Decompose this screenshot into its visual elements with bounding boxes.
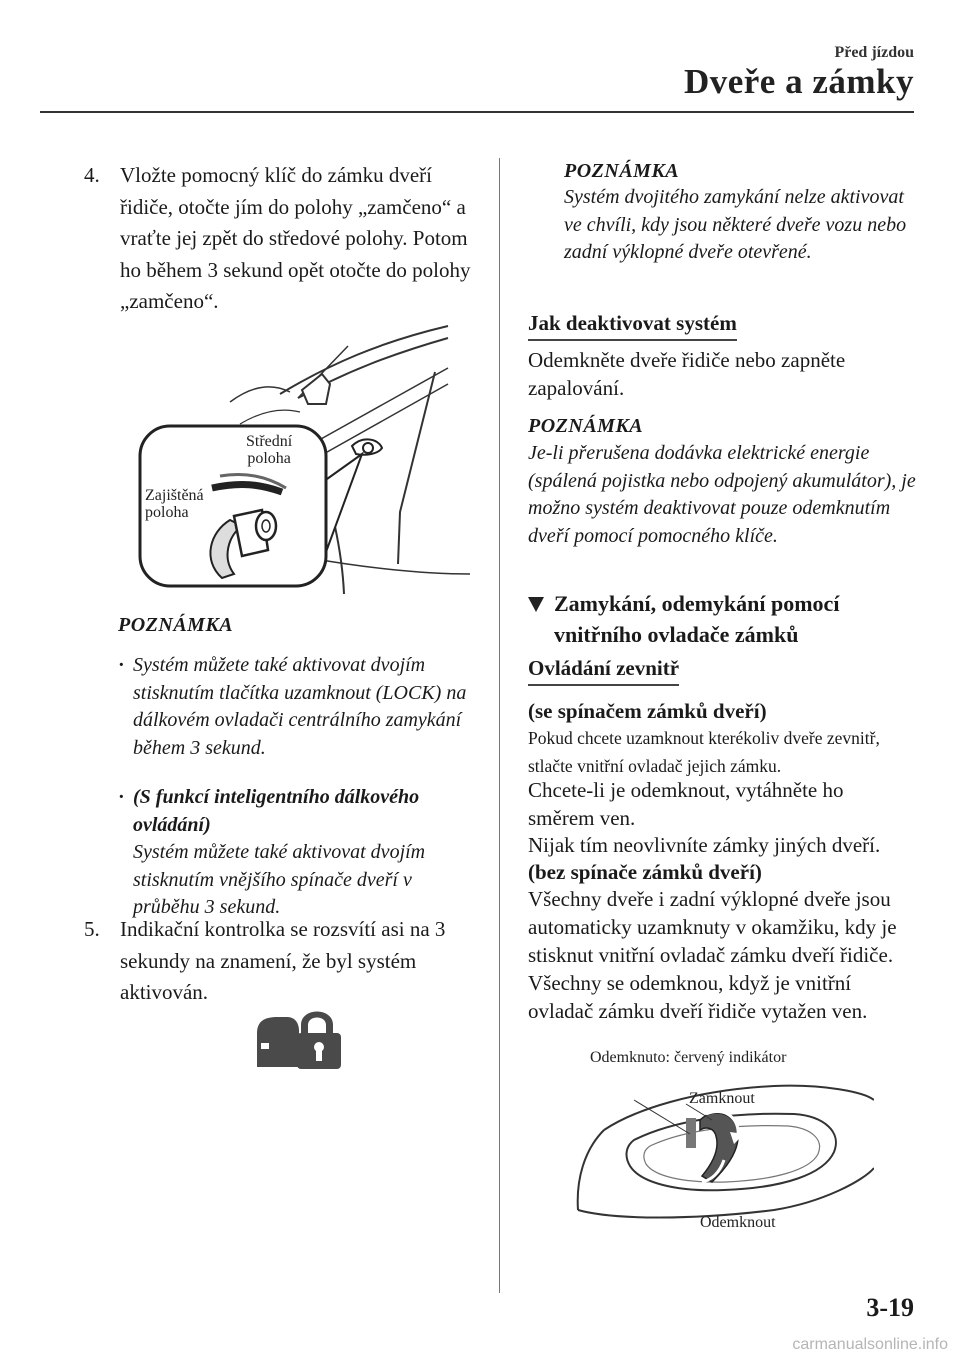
no-effect-text: Nijak tím neovlivníte zámky jiných dveří. <box>528 833 881 857</box>
page-title: Dveře a zámky <box>683 62 914 101</box>
note-bullet-2 <box>118 784 478 922</box>
bullet-dot: · <box>118 654 125 676</box>
step-5 <box>84 914 484 1009</box>
door-key-illustration <box>130 312 470 594</box>
section-heading <box>554 588 914 650</box>
with-switch-text: Pokud chcete uzamknout kterékoliv dveře zevnitř, stlačte vnitřní ovladač jejich zámku. <box>528 728 880 776</box>
bullet-dot: · <box>118 786 125 808</box>
step-number: 5. <box>84 917 100 941</box>
note-text: Systém dvojitého zamykání nelze aktivovat ve chvíli, kdy jsou některé dveře vozu nebo zadní výklopné dveře otevřené. <box>564 186 907 263</box>
section-title: Zamykání, odemykání pomocí vnitřního ovladače zámků <box>554 591 840 647</box>
label-line: poloha <box>247 450 291 467</box>
note-title: POZNÁMKA <box>528 415 644 437</box>
step-4 <box>84 160 484 318</box>
hood <box>240 410 300 424</box>
label-indicator: Odemknuto: červený indikátor <box>590 1049 787 1066</box>
watermark: carmanualsonline.info <box>792 1336 948 1353</box>
without-switch-label: (bez spínače zámků dveří) <box>528 860 762 884</box>
label-center-position <box>246 433 292 467</box>
bullet-bold-text: (S funkcí inteligentního dálkového ovládání) <box>133 786 420 836</box>
subheading-deactivate: Jak deaktivovat systém <box>528 311 737 341</box>
section-label: Před jízdou <box>834 44 914 61</box>
note-bullet-1 <box>118 652 478 762</box>
label-line: Zajištěná <box>145 487 204 504</box>
header-rule <box>40 111 914 113</box>
subheading-inside: Ovládání zevnitř <box>528 656 679 686</box>
door-lower <box>310 558 470 574</box>
label-line: Střední <box>246 433 293 450</box>
label-line: poloha <box>145 504 189 521</box>
note-text: Je-li přerušena dodávka elektrické energie (spálená pojistka nebo odpojený akumulátor), je možno systém deaktivovat pouze odemknutím dveří pomocí pomocného klíče. <box>528 442 916 547</box>
note-title: POZNÁMKA <box>564 160 680 182</box>
step-number: 4. <box>84 163 100 187</box>
without-switch-text: Všechny dveře i zadní výklopné dveře jsou automaticky uzamknuty v okamžiku, kdy je stisknut vnitřní ovladač zámku dveří řidiče. Všechny se odemknou, když je vnitřní ovladač zámku dveří řidiče vytažen ven. <box>528 887 897 1023</box>
bullet-text: Systém můžete také aktivovat dvojím stisknutím tlačítka uzamknout (LOCK) na dálkovém ovladači centrálního zamykání během 3 sekund. <box>133 654 467 759</box>
door-lock-key <box>352 439 382 454</box>
with-switch-label: (se spínačem zámků dveří) <box>528 699 767 723</box>
step-text: Vložte pomocný klíč do zámku dveří řidiče, otočte jím do polohy „zamčeno“ a vraťte jej zpět do středové polohy. Potom ho během 3 sekund opět otočte do polohy „zamčeno“. <box>120 163 471 313</box>
label-lock: Zamknout <box>689 1090 755 1107</box>
column-divider <box>499 158 500 1293</box>
deactivate-text: Odemkněte dveře řidiče nebo zapněte zapalování. <box>528 348 846 400</box>
note-title: POZNÁMKA <box>118 614 234 636</box>
trim-lower <box>578 1168 874 1218</box>
step-text: Indikační kontrolka se rozsvítí asi na 3 sekundy na znamení, že byl systém aktivován. <box>120 917 446 1004</box>
trim-left <box>578 1130 604 1210</box>
b-pillar <box>398 372 435 564</box>
security-indicator-icon <box>253 1003 343 1071</box>
label-unlock: Odemknout <box>700 1214 776 1231</box>
triangle-marker-icon <box>528 597 544 612</box>
bullet-text: Systém můžete také aktivovat dvojím stisknutím vnějšího spínače dveří v průběhu 3 sekund. <box>133 841 426 918</box>
page-number: 3-19 <box>866 1293 914 1322</box>
label-locked-position <box>145 487 204 521</box>
roof-line <box>280 326 448 394</box>
unlock-text: Chcete-li je odemknout, vytáhněte ho směrem ven. <box>528 778 844 830</box>
